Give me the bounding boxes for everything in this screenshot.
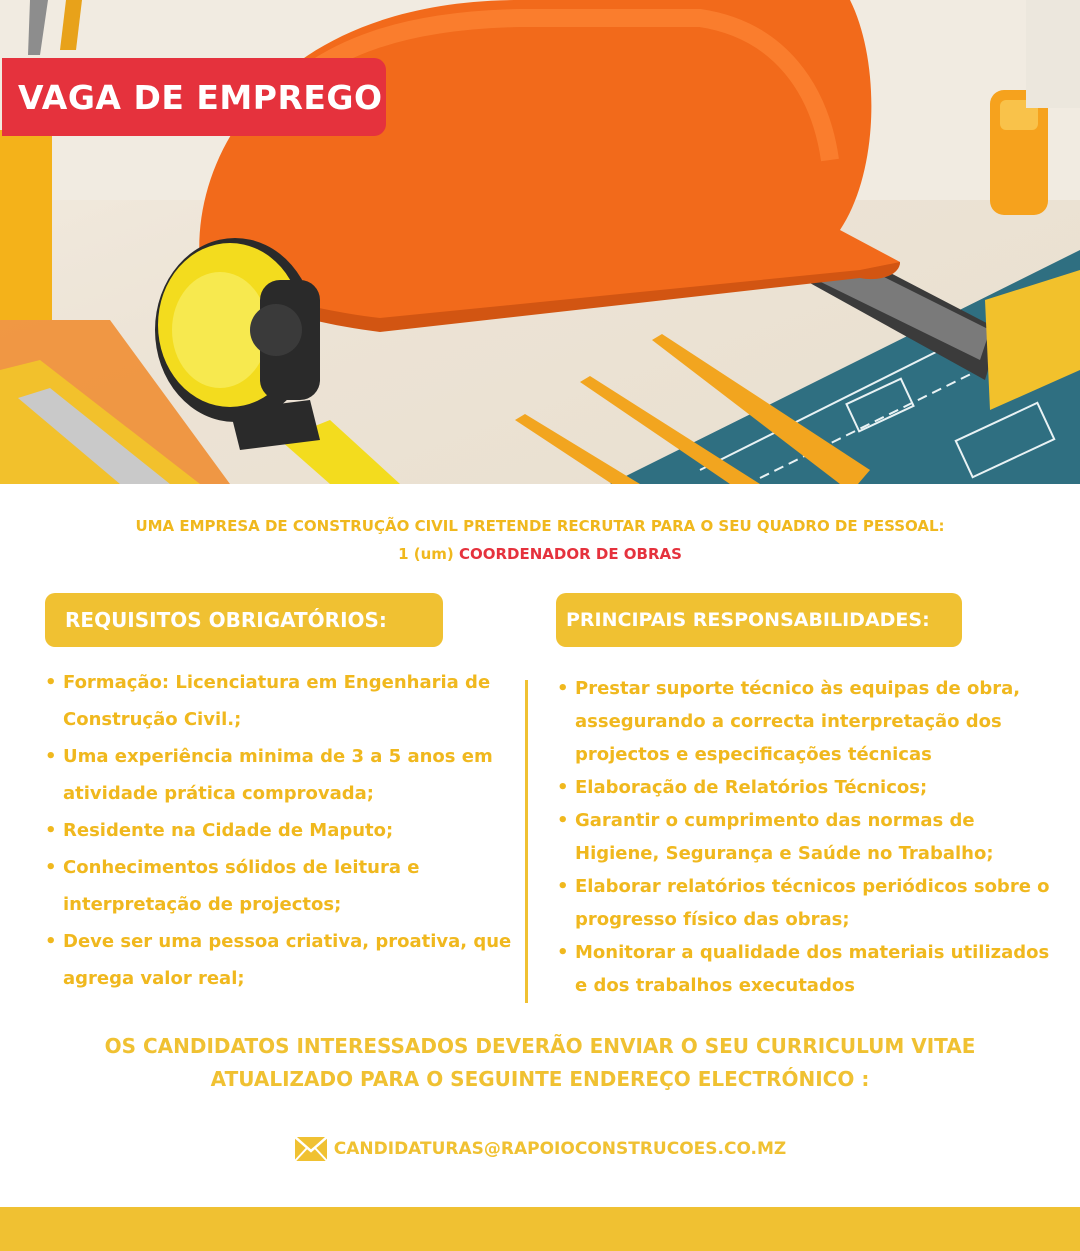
responsibilities-list — [557, 672, 1057, 1002]
intro-line-2 — [0, 540, 1080, 568]
cta-line-1: OS CANDIDATOS INTERESSADOS DEVERÃO ENVIAR O SEU CURRICULUM VITAE — [104, 1034, 976, 1058]
requirements-header: REQUISITOS OBRIGATÓRIOS: — [45, 593, 443, 647]
intro-line-1: UMA EMPRESA DE CONSTRUÇÃO CIVIL PRETENDE RECRUTAR PARA O SEU QUADRO DE PESSOAL: — [135, 517, 945, 535]
requirement-item: • Deve ser uma pessoa criativa, proativa, que agrega valor real; — [45, 923, 515, 997]
requirement-item: • Residente na Cidade de Maputo; — [45, 812, 515, 849]
application-email-link[interactable]: CANDIDATURAS@RAPOIOCONSTRUCOES.CO.MZ — [333, 1139, 787, 1159]
requirement-item: • Uma experiência minima de 3 a 5 anos em atividade prática comprovada; — [45, 738, 515, 812]
position-title: COORDENADOR DE OBRAS — [458, 545, 682, 563]
application-instructions — [0, 1030, 1080, 1096]
envelope-icon — [294, 1136, 328, 1162]
responsibilities-header: PRINCIPAIS RESPONSABILIDADES: — [556, 593, 962, 647]
email-row — [0, 1136, 1080, 1162]
requirement-item: • Formação: Licenciatura em Engenharia de Construção Civil.; — [45, 664, 515, 738]
cta-line-2: ATUALIZADO PARA O SEGUINTE ENDEREÇO ELECTRÓNICO : — [210, 1067, 870, 1091]
position-count: 1 (um) — [398, 545, 459, 563]
responsibility-item: • Elaborar relatórios técnicos periódicos sobre o progresso físico das obras; — [557, 870, 1057, 936]
hero-image — [0, 0, 1080, 484]
responsibility-item: • Monitorar a qualidade dos materiais utilizados e dos trabalhos executados — [557, 936, 1057, 1002]
responsibility-item: • Garantir o cumprimento das normas de Higiene, Segurança e Saúde no Trabalho; — [557, 804, 1057, 870]
requirement-item: • Conhecimentos sólidos de leitura e interpretação de projectos; — [45, 849, 515, 923]
job-vacancy-badge: VAGA DE EMPREGO — [2, 58, 386, 136]
requirements-list — [45, 664, 515, 997]
intro-text — [0, 512, 1080, 568]
footer-bar — [0, 1207, 1080, 1251]
column-divider — [525, 680, 528, 1003]
yellow-block — [0, 130, 52, 320]
responsibility-item: • Elaboração de Relatórios Técnicos; — [557, 771, 1057, 804]
responsibility-item: • Prestar suporte técnico às equipas de obra, assegurando a correcta interpretação dos projectos e especificações técnicas — [557, 672, 1057, 771]
